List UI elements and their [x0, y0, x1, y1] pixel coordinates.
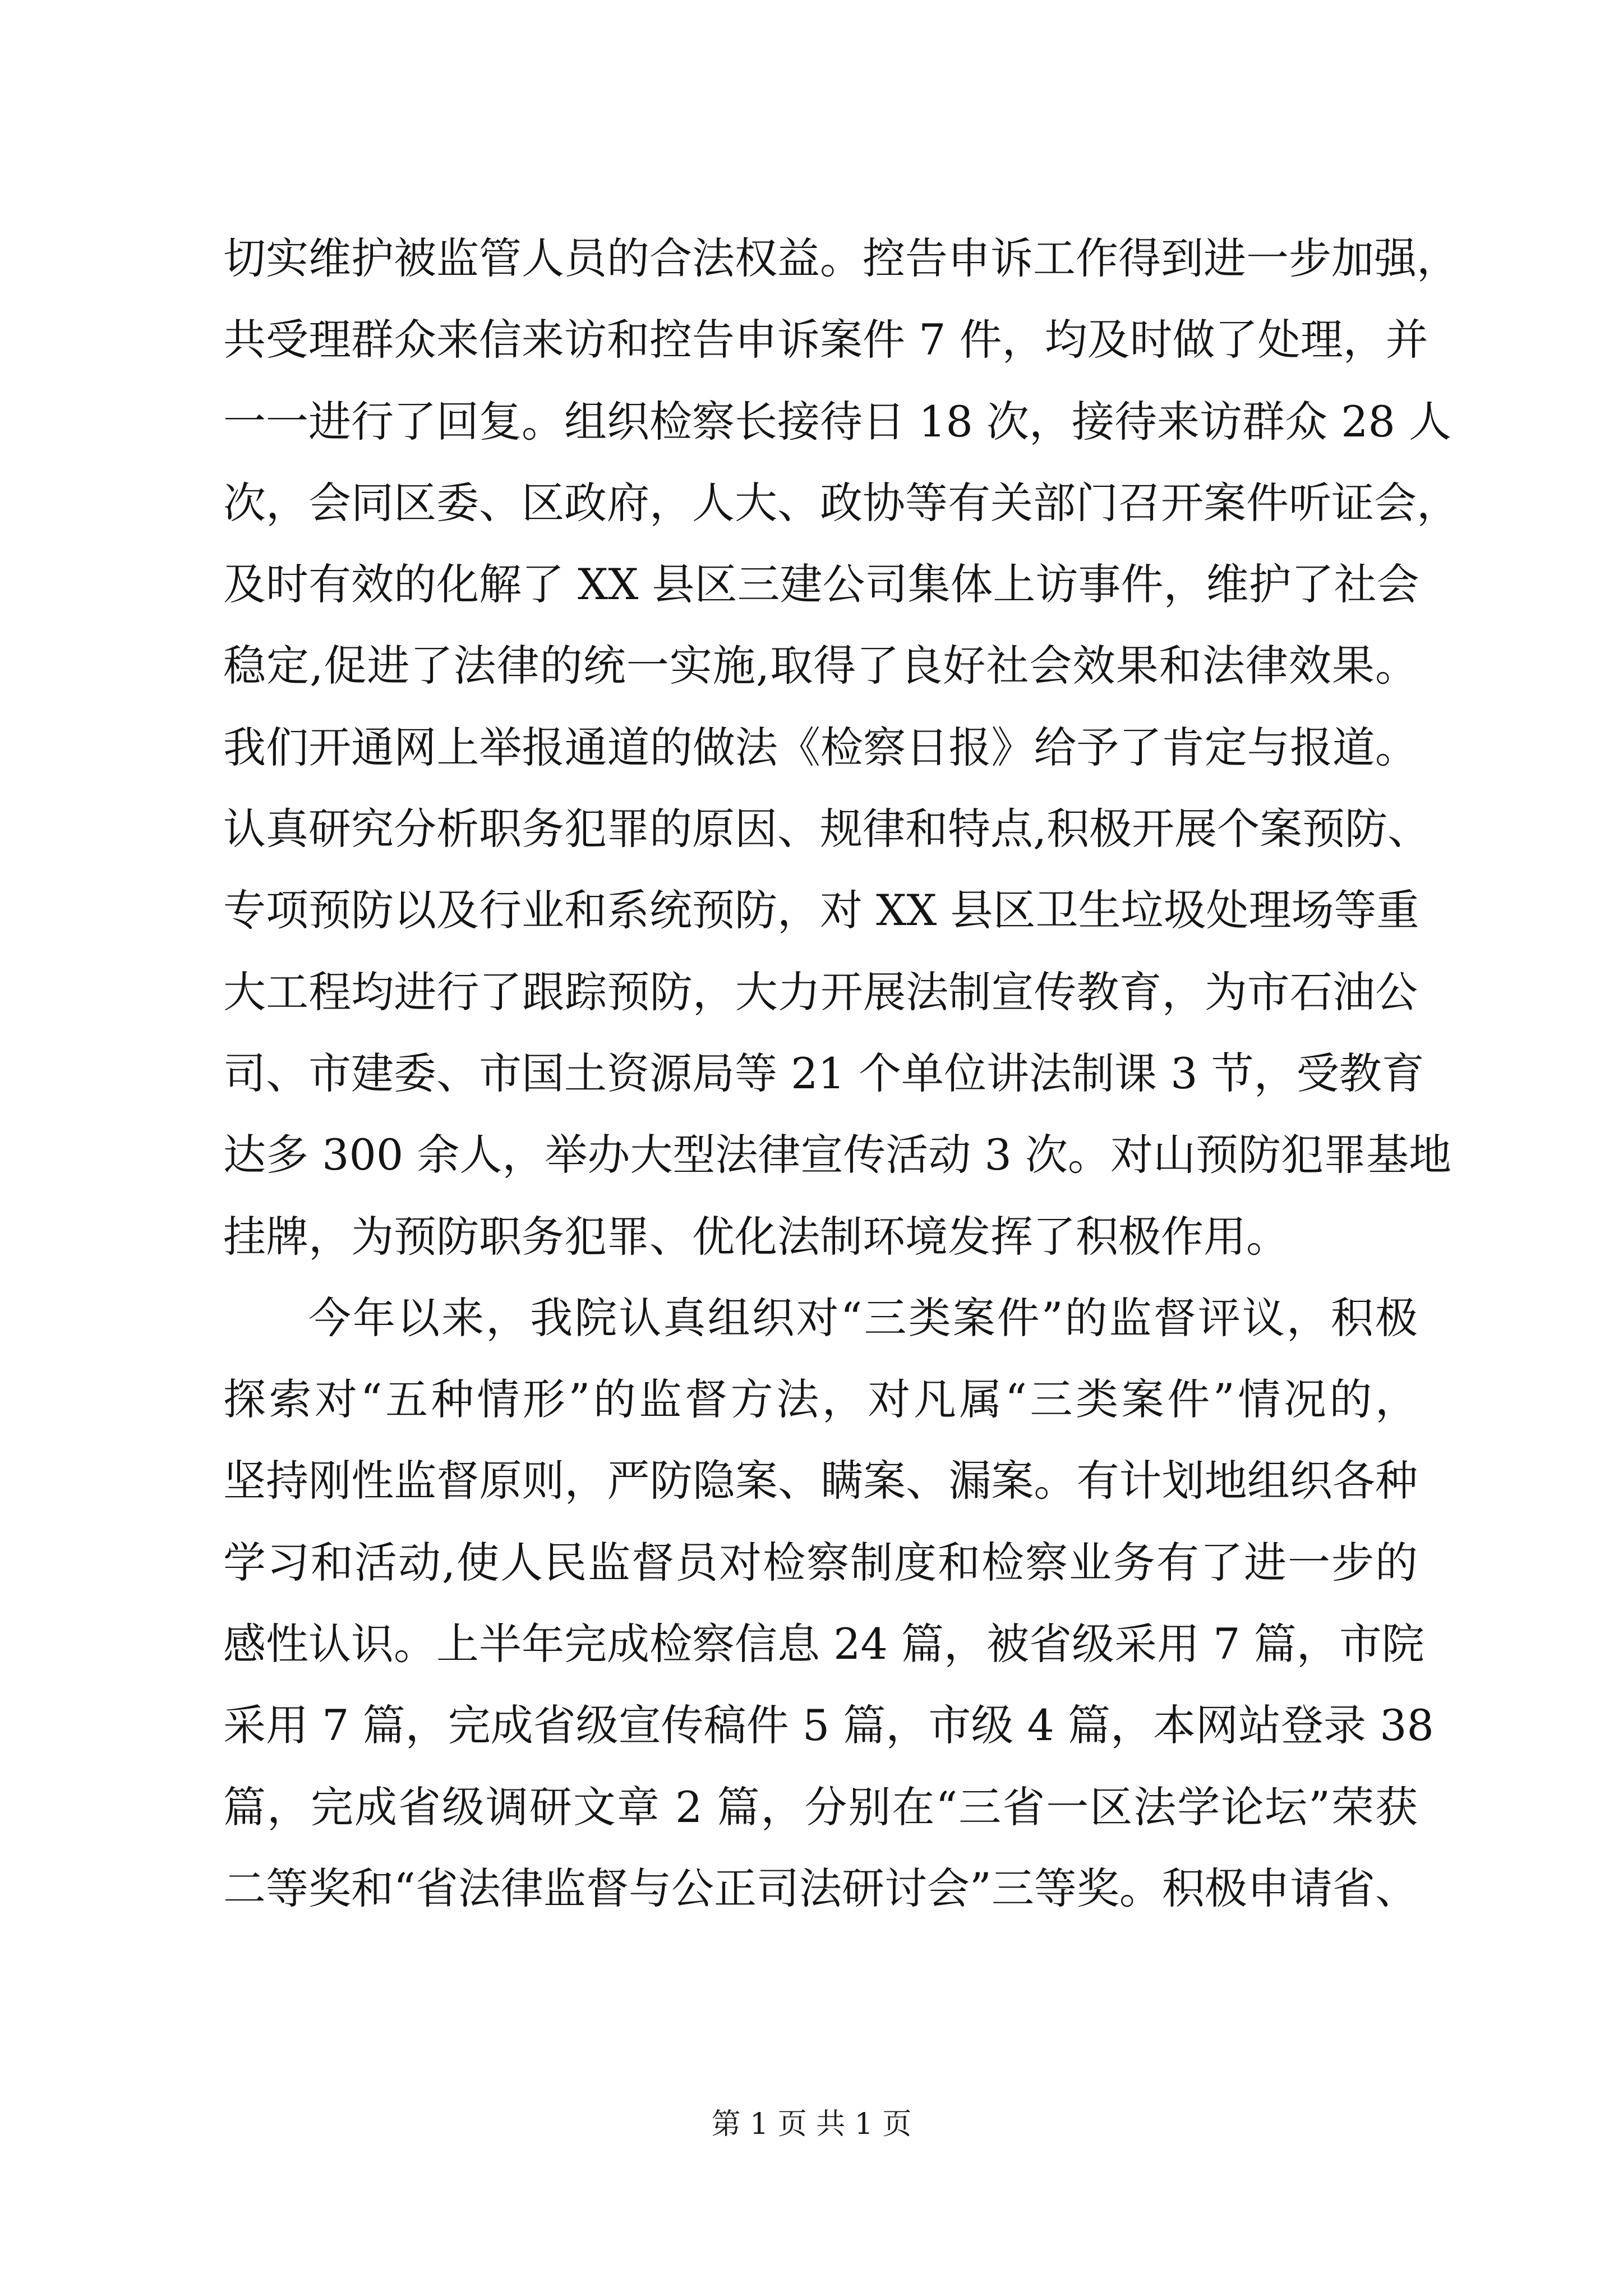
text-line: 大工程均进行了跟踪预防，大力开展法制宣传教育，为市石油公 — [223, 967, 1418, 1017]
text-line: 学习和活动,使人民监督员对检察制度和检察业务有了进一步的 — [223, 1537, 1418, 1588]
text-line: 及时有效的化解了 XX 县区三建公司集体上访事件，维护了社会 — [223, 559, 1419, 610]
text-line: 切实维护被监管人员的合法权益。控告申诉工作得到进一步加强， — [223, 233, 1459, 283]
text-line: 专项预防以及行业和系统预防，对 XX 县区卫生垃圾处理场等重 — [223, 885, 1419, 936]
text-line: 稳定,促进了法律的统一实施,取得了良好社会效果和法律效果。 — [223, 641, 1418, 691]
text-line: 共受理群众来信来访和控告申诉案件 7 件，均及时做了处理，并 — [223, 315, 1428, 365]
text-line: 篇，完成省级调研文章 2 篇，分别在“三省一区法学论坛”荣获 — [223, 1782, 1418, 1832]
text-line: 感性认识。上半年完成检察信息 24 篇，被省级采用 7 篇，市院 — [223, 1619, 1424, 1669]
text-line: 我们开通网上举报通道的做法《检察日报》给予了肯定与报道。 — [223, 722, 1418, 772]
text-line: 探索对“五种情形”的监督方法，对凡属“三类案件”情况的， — [223, 1374, 1418, 1425]
text-line: 挂牌，为预防职务犯罪、优化法制环境发挥了积极作用。 — [223, 1211, 1289, 1262]
page-number-footer: 第 1 页 共 1 页 — [711, 2108, 912, 2141]
paragraph-start-line: 今年以来，我院认真组织对“三类案件”的监督评议，积极 — [308, 1292, 1418, 1343]
text-line: 坚持刚性监督原则，严防隐案、瞒案、漏案。有计划地组织各种 — [223, 1456, 1418, 1506]
document-body — [223, 218, 1459, 1929]
text-line: 一一进行了回复。组织检察长接待日 18 次，接待来访群众 28 人 — [223, 396, 1452, 447]
text-line: 次，会同区委、区政府，人大、政协等有关部门召开案件听证会， — [223, 477, 1459, 528]
text-line: 司、市建委、市国土资源局等 21 个单位讲法制课 3 节，受教育 — [223, 1048, 1424, 1098]
text-line: 二等奖和“省法律监督与公正司法研讨会”三等奖。积极申请省、 — [223, 1863, 1418, 1913]
text-line: 认真研究分析职务犯罪的原因、规律和特点,积极开展个案预防、 — [223, 804, 1431, 854]
text-line: 采用 7 篇，完成省级宣传稿件 5 篇，市级 4 篇，本网站登录 38 — [223, 1700, 1434, 1751]
text-line: 达多 300 余人，举办大型法律宣传活动 3 次。对山预防犯罪基地 — [223, 1130, 1452, 1180]
